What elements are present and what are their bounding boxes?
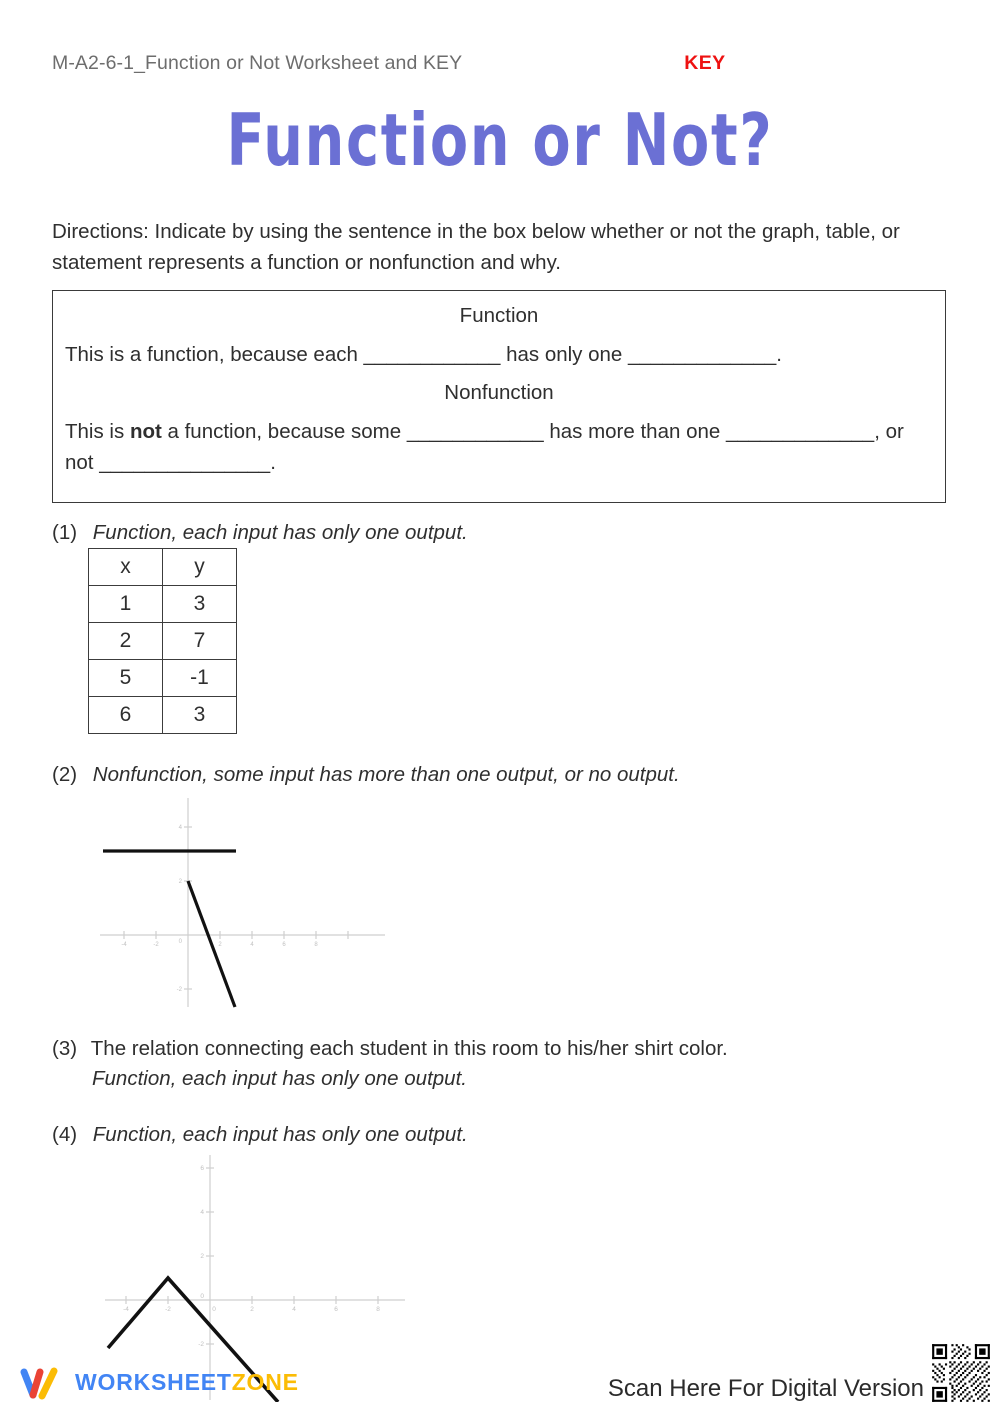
svg-text:6: 6 <box>200 1165 204 1172</box>
svg-text:2: 2 <box>178 879 182 885</box>
question-2-number: (2) <box>52 763 78 786</box>
table-header-x: x <box>89 549 163 586</box>
key-badge: KEY <box>684 52 726 74</box>
table-cell-y: 3 <box>163 697 237 734</box>
question-4-answer: Function, each input has only one output. <box>92 1123 468 1146</box>
table-cell-y: 3 <box>163 586 237 623</box>
table-row <box>89 697 237 734</box>
worksheet-zone-logo[interactable] <box>20 1362 299 1402</box>
logo-word-zone: ZONE <box>231 1368 299 1395</box>
function-sentence: This is a function, because each ____________ has only one _____________. <box>65 343 782 366</box>
question-1-number: (1) <box>52 521 78 544</box>
nonfunction-emphasis: not <box>129 420 162 443</box>
question-3 <box>52 1034 728 1094</box>
svg-text:8: 8 <box>314 942 318 948</box>
directions-text: Directions: Indicate by using the sentence in the box below whether or not the graph, table, or statement represents a function or nonfunction and why. <box>52 220 900 274</box>
table-cell-x: 5 <box>89 660 163 697</box>
question-3-number: (3) <box>52 1037 78 1060</box>
nonfunction-sentence <box>65 416 933 478</box>
table-cell-y: -1 <box>163 660 237 697</box>
svg-text:-2: -2 <box>153 942 159 948</box>
question-4-number: (4) <box>52 1123 78 1146</box>
svg-text:6: 6 <box>282 942 286 948</box>
svg-text:-4: -4 <box>123 1306 129 1313</box>
function-heading: Function <box>459 304 539 327</box>
table-cell-x: 2 <box>89 623 163 660</box>
svg-text:4: 4 <box>250 942 254 948</box>
question-3-answer: Function, each input has only one output. <box>92 1067 467 1090</box>
sentence-frame-box <box>52 290 946 503</box>
table-header-y: y <box>163 549 237 586</box>
nonfunction-heading: Nonfunction <box>444 381 554 404</box>
document-header <box>52 52 948 75</box>
table-cell-x: 1 <box>89 586 163 623</box>
table-cell-x: 6 <box>89 697 163 734</box>
table-cell-y: 7 <box>163 623 237 660</box>
svg-text:8: 8 <box>376 1306 380 1313</box>
nonfunction-sentence-lead: This is <box>65 420 130 443</box>
table-header-row <box>89 549 237 586</box>
question-1 <box>52 518 468 548</box>
question-3-prompt: The relation connecting each student in this room to his/her shirt color. <box>90 1037 728 1060</box>
svg-text:-4: -4 <box>121 942 127 948</box>
table-row <box>89 586 237 623</box>
svg-text:-2: -2 <box>198 1341 204 1348</box>
table-row <box>89 660 237 697</box>
nonfunction-sentence-tail: a function, because some ____________ has more than one _____________, or not _______________. <box>65 420 904 474</box>
question-2-answer: Nonfunction, some input has more than one output, or no output. <box>92 763 680 786</box>
x-axis-tick-labels <box>123 1306 380 1313</box>
x-axis-tick-labels <box>121 942 318 948</box>
table-row <box>89 623 237 660</box>
document-label: M-A2-6-1_Function or Not Worksheet and KEY <box>52 52 463 74</box>
question-2 <box>52 760 680 790</box>
svg-text:2: 2 <box>250 1306 254 1313</box>
svg-text:0: 0 <box>178 939 182 945</box>
svg-text:2: 2 <box>218 942 222 948</box>
question-2-graph <box>95 795 395 1010</box>
svg-text:4: 4 <box>200 1209 204 1216</box>
question-4 <box>52 1120 468 1150</box>
svg-text:4: 4 <box>292 1306 296 1313</box>
svg-text:-2: -2 <box>165 1306 171 1313</box>
logo-word-worksheet: WORKSHEET <box>75 1368 232 1395</box>
question-1-answer: Function, each input has only one output. <box>92 521 468 544</box>
svg-text:6: 6 <box>334 1306 338 1313</box>
svg-text:2: 2 <box>200 1253 204 1260</box>
question-1-xy-table <box>88 548 237 734</box>
svg-text:0: 0 <box>212 1306 216 1313</box>
scan-prompt-text: Scan Here For Digital Version <box>607 1375 924 1402</box>
svg-text:4: 4 <box>178 825 182 831</box>
svg-text:0: 0 <box>200 1293 204 1300</box>
logo-mark-icon <box>20 1362 66 1402</box>
page-title: Function or Not? <box>226 98 774 182</box>
plot-descending-segment <box>188 881 235 1007</box>
qr-code-icon[interactable] <box>930 1342 992 1404</box>
svg-text:-2: -2 <box>176 987 182 993</box>
